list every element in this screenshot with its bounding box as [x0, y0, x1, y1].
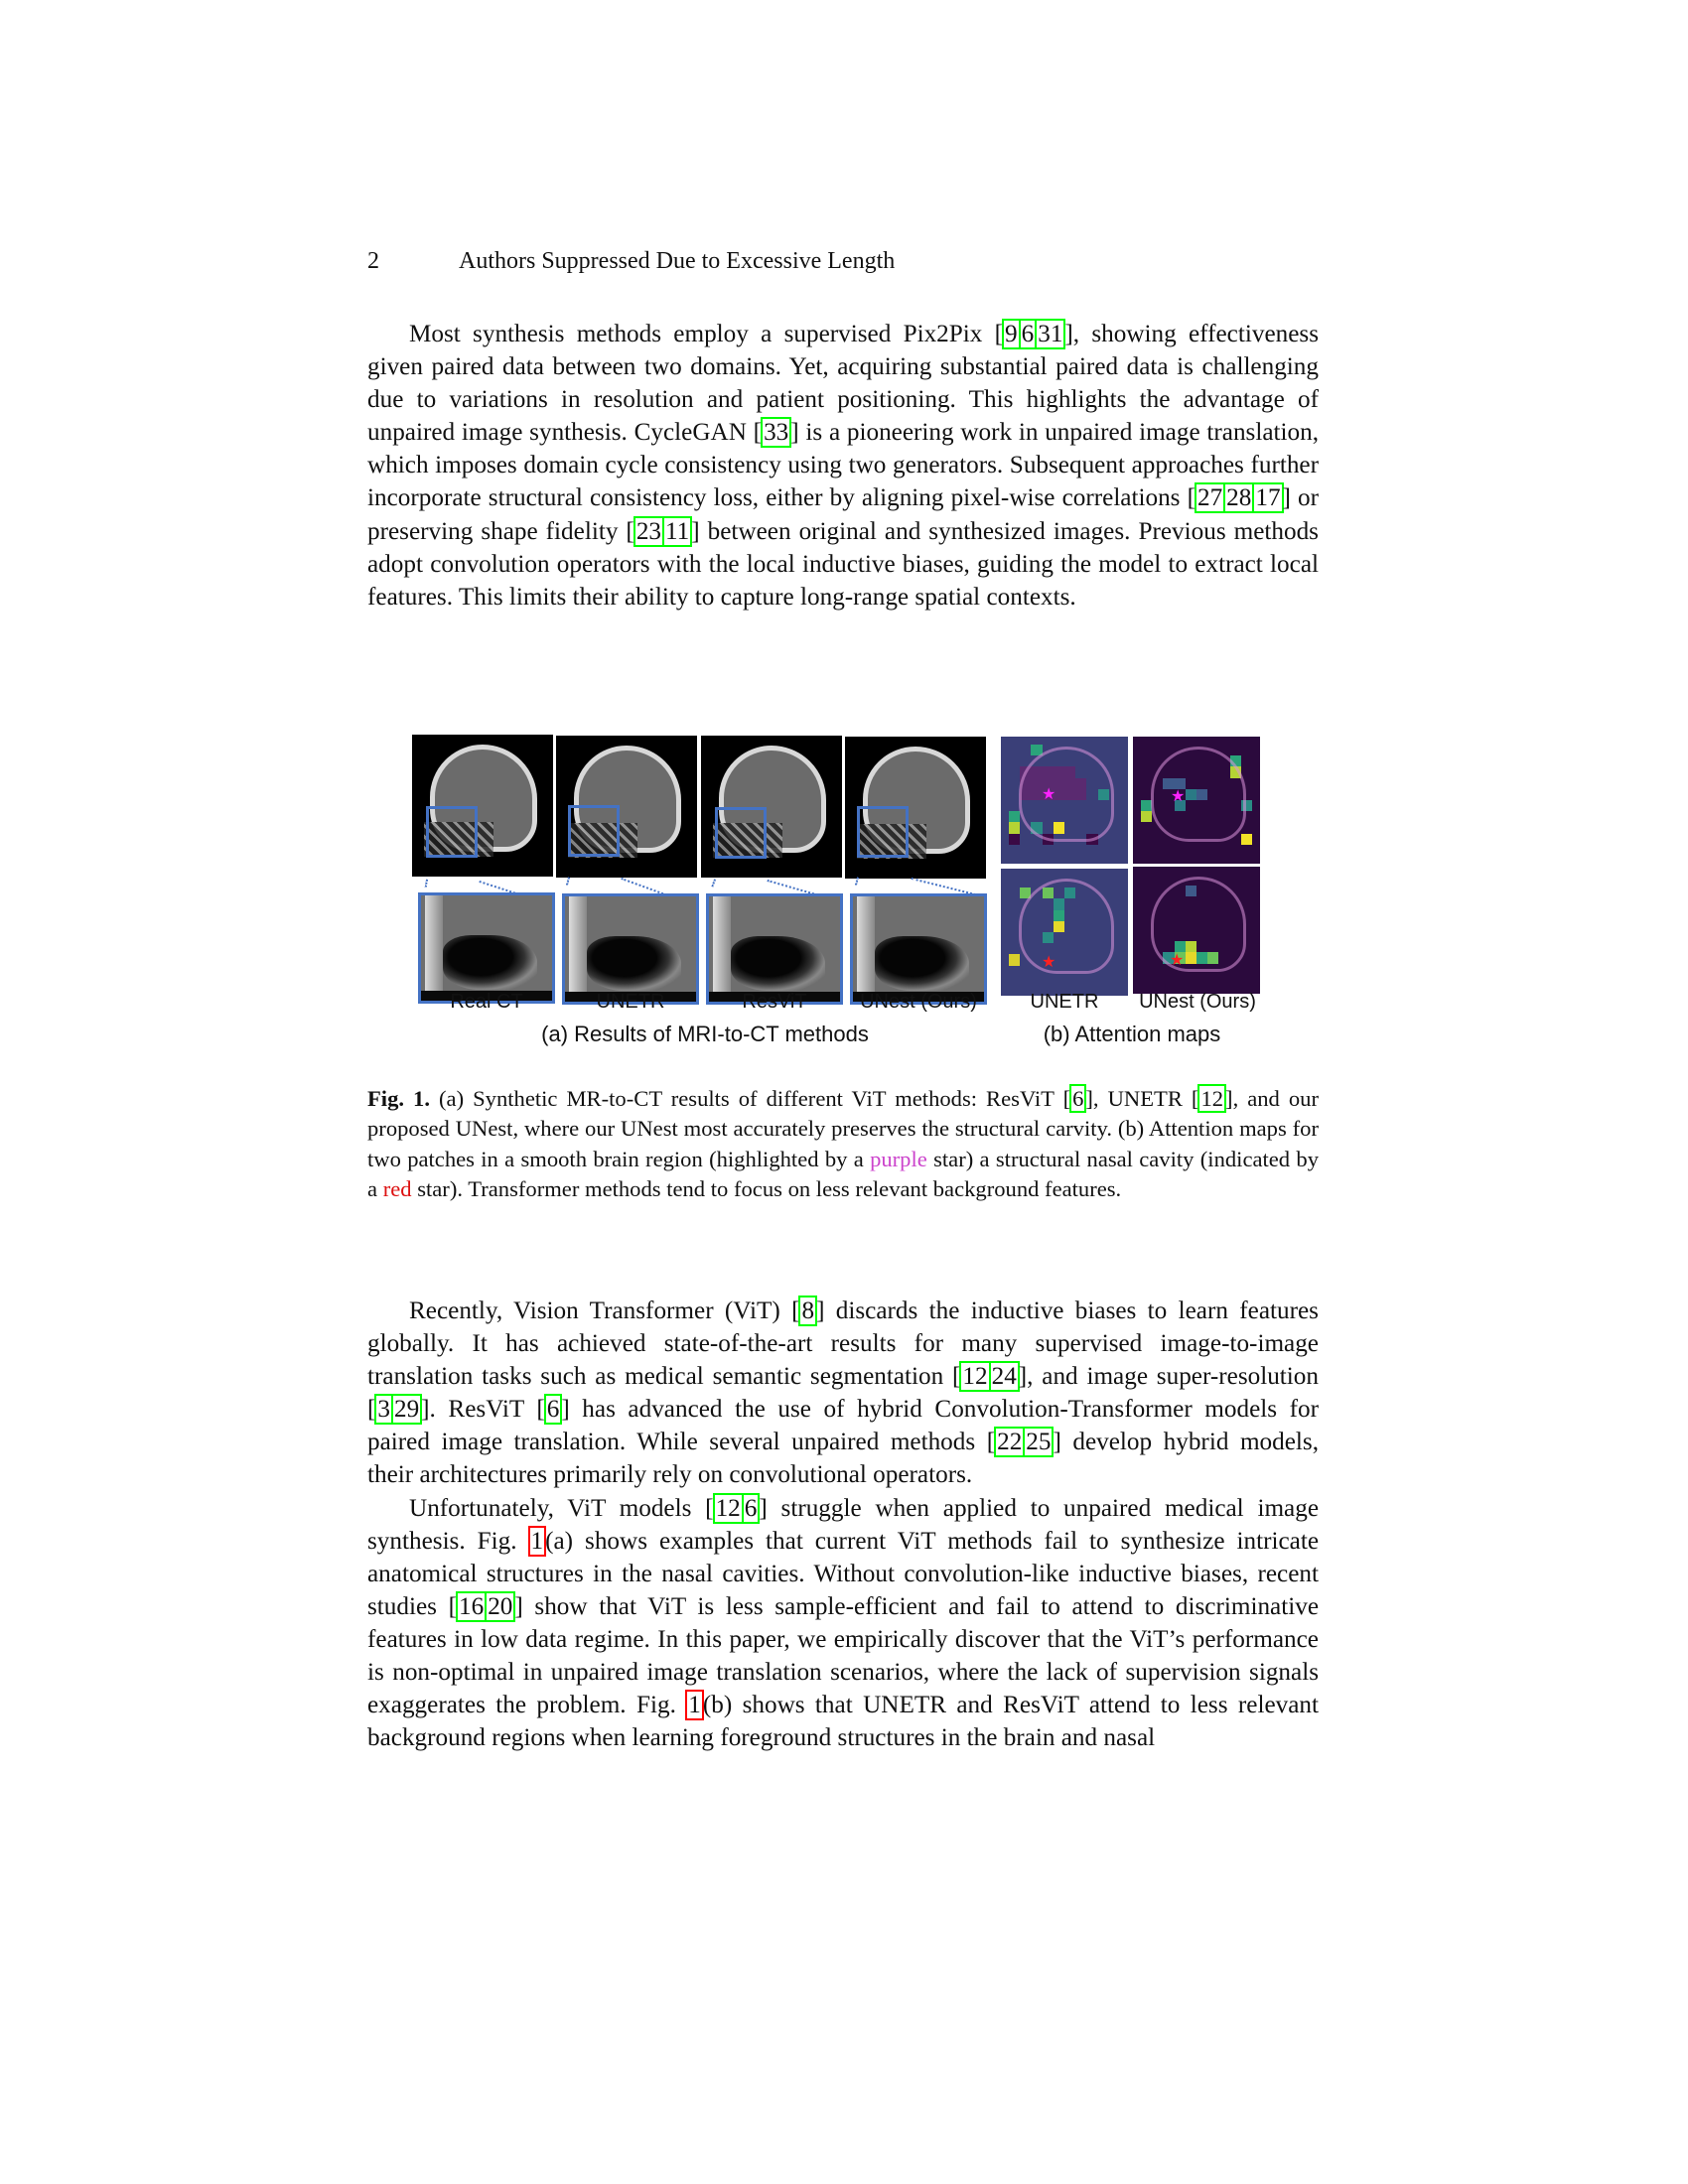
citation-link[interactable]: 6: [1069, 1084, 1086, 1113]
connector-line: [425, 880, 428, 887]
subcaption-a: (a) Results of MRI-to-CT methods: [541, 1022, 869, 1046]
citation-link[interactable]: 12: [1197, 1084, 1226, 1113]
roi-box: [857, 806, 909, 858]
text: Recently, Vision Transformer (ViT) [: [409, 1297, 800, 1324]
text: ] between original and synthesized images. Previous methods adopt convolution operators with the local inductive biases, guiding the model to extract local features. This limits their ability to capture long-range spatial contexts.: [367, 517, 1319, 611]
citation-link[interactable]: 6: [544, 1394, 563, 1425]
text: ], and our proposed UNest, where our UNest most accurately preserves the structural carvity. (b) Attention maps for two patches in a smooth brain region (highlighted by a: [367, 1086, 1319, 1171]
text: ] has advanced the use of hybrid Convolution-Transformer models for paired image translation. While several unpaired methods [: [367, 1396, 1319, 1456]
text: (a) shows examples that current ViT methods fail to synthesize intricate anatomical structures in the nasal cavities. Without convolution-like inductive biases, recent studies [: [367, 1527, 1319, 1620]
label-attn-unest: UNest (Ours): [1139, 991, 1256, 1013]
citation-link[interactable]: 33: [761, 417, 791, 448]
zoom-crop-unetr: [562, 893, 699, 1005]
roi-box: [426, 806, 478, 858]
text: Unfortunately, ViT models [: [409, 1494, 714, 1522]
citation-link[interactable]: 31: [1035, 319, 1065, 349]
roi-box: [568, 805, 620, 857]
bone-structure: [713, 896, 731, 1002]
attention-map-unetr-nasal: [1001, 867, 1128, 996]
label-unest: UNest (Ours): [860, 991, 977, 1013]
text: star) a structural nasal cavity (indicated by a: [367, 1146, 1319, 1202]
citation-link[interactable]: 27: [1195, 482, 1225, 513]
ct-image-real: [412, 735, 553, 877]
ct-image-resvit: [701, 736, 842, 878]
zoom-crop-resvit: [706, 893, 843, 1005]
attention-map-unest-nasal: [1133, 867, 1260, 994]
red-word: red: [382, 1176, 412, 1202]
citation-link[interactable]: 12: [713, 1493, 744, 1524]
subcaption-b: (b) Attention maps: [1043, 1022, 1221, 1046]
citation-link[interactable]: 25: [1023, 1427, 1054, 1457]
text: (a) Synthetic MR-to-CT results of different ViT methods: ResViT [: [430, 1086, 1071, 1111]
citation-link[interactable]: 6: [1019, 319, 1038, 349]
skull-outline: [1019, 747, 1114, 842]
text: ] is a pioneering work in unpaired image translation, which imposes domain cycle consistency using two generators. Subsequent approaches further incorporate structural consistency loss, either by aligning pixel-wise correlations [: [367, 419, 1320, 512]
citation-link[interactable]: 16: [456, 1591, 487, 1622]
purple-star-icon: ★: [1042, 784, 1056, 803]
text: ] discards the inductive biases to learn features globally. It has achieved state-of-the-art results for many supervised image-to-image translation tasks such as medical semantic segmentation [: [367, 1297, 1319, 1391]
citation-link[interactable]: 24: [989, 1361, 1020, 1392]
red-star-icon: ★: [1170, 950, 1185, 969]
figure-ref-link[interactable]: 1: [685, 1690, 704, 1720]
attention-map-unetr-brain: [1001, 737, 1128, 864]
citation-link[interactable]: 8: [798, 1296, 817, 1326]
text: ] show that ViT is less sample-efficient and fail to attend to discriminative features in low data regime. In this paper, we empirically discover that the ViT’s performance is non-optimal in unpaired image translation scenarios, where the lack of supervision signals exaggerates the problem. Fig.: [367, 1592, 1319, 1719]
text: ], and image super-resolution [: [367, 1363, 1319, 1424]
connector-line: [711, 879, 716, 887]
text: ] struggle when applied to unpaired medical image synthesis. Fig.: [367, 1494, 1319, 1555]
nasal-cavity: [443, 935, 537, 990]
paragraph-1: [367, 318, 1319, 614]
citation-link[interactable]: 12: [959, 1361, 990, 1392]
citation-link[interactable]: 11: [662, 516, 692, 547]
text: ] or preserving shape fidelity [: [367, 484, 1319, 545]
text: Most synthesis methods employ a supervised Pix2Pix [: [409, 321, 1004, 347]
bone-structure: [569, 896, 587, 1002]
citation-link[interactable]: 3: [374, 1394, 393, 1425]
citation-link[interactable]: 17: [1252, 482, 1283, 513]
label-real-ct: Real CT: [450, 991, 523, 1013]
running-title: Authors Suppressed Due to Excessive Length: [459, 248, 896, 274]
text: ] develop hybrid models, their architectures primarily rely on convolutional operators.: [367, 1429, 1320, 1489]
attention-map-unest-brain: [1133, 737, 1260, 864]
label-attn-unetr: UNETR: [1030, 991, 1099, 1013]
purple-word: purple: [870, 1146, 927, 1171]
skull-outline: [1151, 877, 1246, 972]
red-star-icon: ★: [1042, 952, 1056, 971]
figure-caption: [367, 1084, 1319, 1205]
ct-image-unest: [845, 737, 986, 879]
page-header: [367, 248, 1321, 278]
text: ], showing effectiveness given paired data between two domains. Yet, acquiring substantial paired data is challenging due to variations in resolution and patient positioning. This highlights the advantage of unpaired image synthesis. CycleGAN [: [367, 321, 1319, 447]
nasal-cavity: [587, 936, 681, 991]
paragraph-2: [367, 1295, 1319, 1754]
citation-link[interactable]: 22: [994, 1427, 1025, 1457]
roi-box: [715, 807, 767, 859]
text: ]. ResViT [: [421, 1396, 545, 1424]
citation-link[interactable]: 6: [742, 1493, 761, 1524]
connector-line: [566, 877, 570, 885]
ct-image-unetr: [556, 736, 697, 878]
page-number: 2: [367, 248, 379, 274]
text: ], UNETR [: [1085, 1086, 1199, 1111]
nasal-cavity: [875, 936, 969, 991]
figure-label: Fig. 1.: [367, 1086, 430, 1111]
citation-link[interactable]: 29: [391, 1394, 422, 1425]
citation-link[interactable]: 9: [1002, 319, 1021, 349]
bone-structure: [857, 896, 875, 1002]
label-resvit: ResViT: [742, 991, 807, 1013]
citation-link[interactable]: 20: [485, 1591, 515, 1622]
nasal-cavity: [731, 936, 825, 991]
zoom-crop-real: [418, 892, 555, 1004]
connector-line: [855, 877, 859, 885]
skull-outline: [1019, 879, 1114, 974]
citation-link[interactable]: 28: [1223, 482, 1254, 513]
zoom-crop-unest: [850, 893, 987, 1005]
skull-outline: [1151, 747, 1246, 842]
text: (b) shows that UNETR and ResViT attend to less relevant background regions when learning foreground structures in the brain and nasal: [367, 1692, 1319, 1752]
citation-link[interactable]: 23: [633, 516, 664, 547]
bone-structure: [425, 895, 443, 1001]
label-unetr: UNETR: [596, 991, 665, 1013]
text: star). Transformer methods tend to focus on less relevant background features.: [411, 1176, 1122, 1202]
figure-ref-link[interactable]: 1: [528, 1526, 547, 1557]
purple-star-icon: ★: [1171, 786, 1186, 805]
